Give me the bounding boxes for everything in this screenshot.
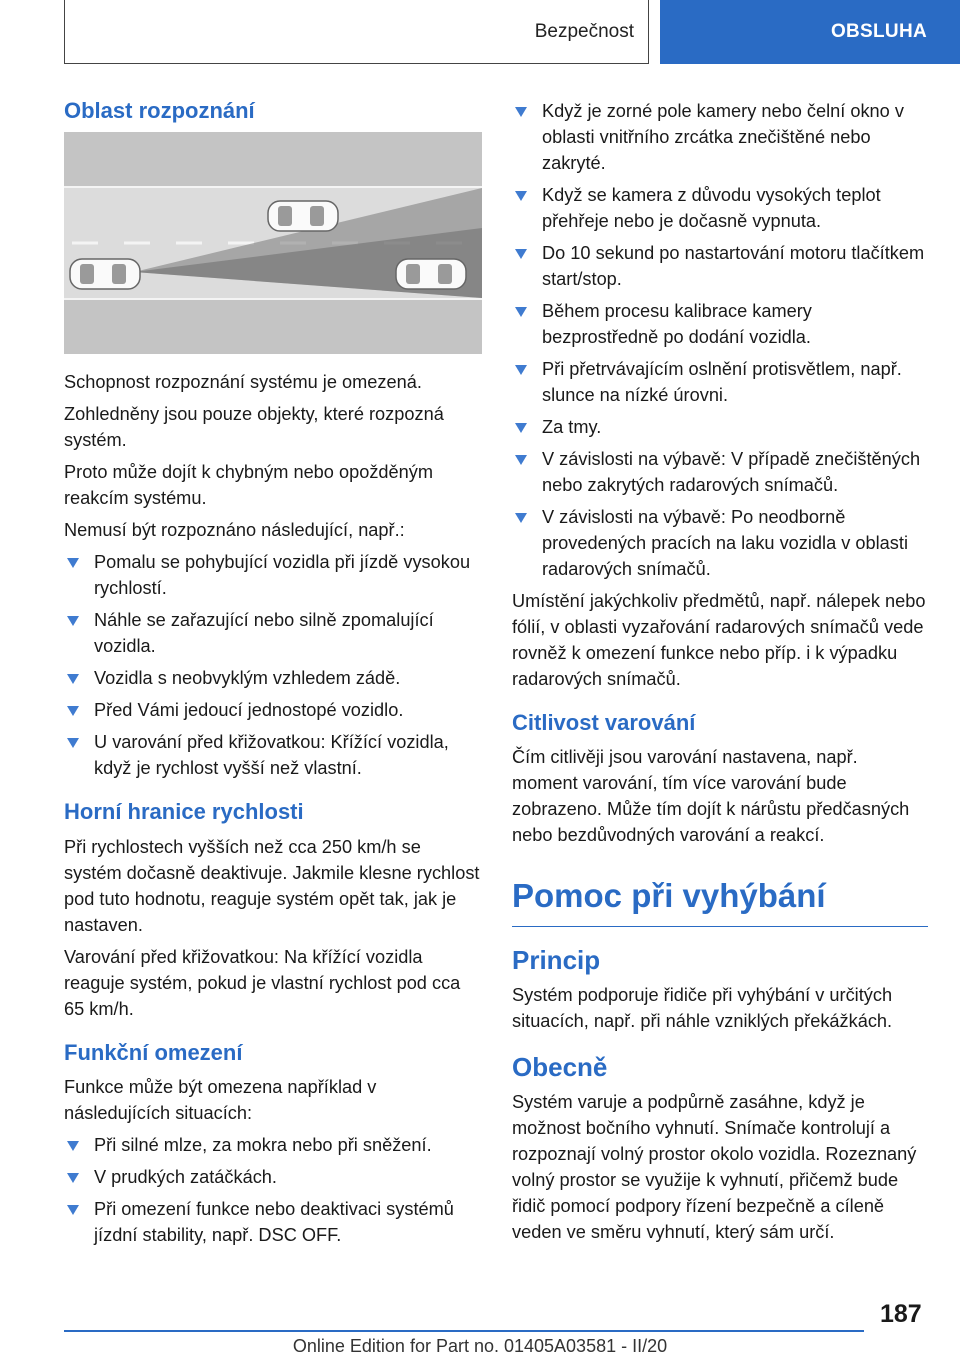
text-objects: Umístění jakýchkoliv předmětů, např. nálepek nebo fólií, v oblasti vyzařování radarových snímačů vede rovněž k omezení funkce nebo příp. i k výpadku radarových snímačů.	[512, 591, 926, 689]
list-not-detected	[64, 549, 482, 781]
list-item: V prudkých zatáčkách.	[64, 1164, 482, 1190]
header-chapter-tab	[660, 0, 960, 64]
right-column	[512, 98, 928, 1251]
text-speed-2: Varování před křižovatkou: Na křížící vozidla reaguje systém, pokud je vlastní rychlost pod cca 65 km/h.	[64, 946, 461, 1019]
list-item: Za tmy.	[512, 414, 928, 440]
list-item: Když je zorné pole kamery nebo čelní okno v oblasti vnitřního zrcátka znečištěné nebo zakryté.	[512, 98, 928, 176]
list-item: Do 10 sekund po nastartování motoru tlačítkem start/stop.	[512, 240, 928, 292]
text-detection-3: Proto může dojít k chybným nebo opožděným reakcím systému.	[64, 462, 433, 509]
heading-warning-sensitivity: Citlivost varování	[512, 710, 696, 735]
vehicle-own-icon	[70, 259, 140, 289]
list-item: Během procesu kalibrace kamery bezprostředně po dodání vozidla.	[512, 298, 928, 350]
text-general: Systém varuje a podpůrně zasáhne, když je možnost bočního vyhnutí. Snímače kontrolují a rozpoznají volný prostor okolo vozidla. Rozeznaný volný prostor se využije k vyhnutí, přičemž bude řidič pomocí podpory řízení bezpečně a cíleně veden ve směru vyhnutí, který sám určí.	[512, 1092, 917, 1243]
list-item: Náhle se zařazující nebo silně zpomalující vozidla.	[64, 607, 482, 659]
text-sensitivity: Čím citlivěji jsou varování nastavena, např. moment varování, tím více varování bude zobrazeno. Může tím dojít k nárůstu předčasných nebo bezdůvodných varování a reakcí.	[512, 747, 910, 846]
page-number: 187	[880, 1300, 922, 1328]
vehicle-ahead-icon	[396, 259, 466, 289]
heading-evasion-aid: Pomoc při vyhýbání	[512, 876, 928, 927]
list-item: U varování před křižovatkou: Křížící vozidla, když je rychlost vyšší než vlastní.	[64, 729, 482, 781]
list-limits-continued	[512, 98, 928, 582]
text-detection-4: Nemusí být rozpoznáno následující, např.:	[64, 520, 405, 541]
text-detection-2: Zohledněny jsou pouze objekty, které rozpozná systém.	[64, 404, 444, 451]
list-item: Když se kamera z důvodu vysokých teplot přehřeje nebo je dočasně vypnuta.	[512, 182, 928, 234]
list-item: Pomalu se pohybující vozidla při jízdě vysokou rychlostí.	[64, 549, 482, 601]
left-column	[64, 98, 482, 1254]
heading-general: Obecně	[512, 1052, 608, 1083]
header-chapter-title: OBSLUHA	[830, 21, 927, 42]
heading-detection-range: Oblast rozpoznání	[64, 98, 255, 123]
list-item: V závislosti na výbavě: V případě znečištěných nebo zakrytých radarových snímačů.	[512, 446, 928, 498]
header-section-title: Bezpečnost	[534, 20, 634, 42]
heading-principle: Princip	[512, 944, 601, 975]
list-item: V závislosti na výbavě: Po neodborně provedených pracích na laku vozidla v oblasti radarových snímačů.	[512, 504, 928, 582]
text-detection-1: Schopnost rozpoznání systému je omezená.	[64, 372, 422, 393]
detection-range-illustration	[64, 132, 482, 354]
footer-edition: Online Edition for Part no. 01405A03581 - II/20	[292, 1336, 668, 1356]
list-item: Před Vámi jedoucí jednostopé vozidlo.	[64, 697, 482, 723]
text-limits: Funkce může být omezena například v následujících situacích:	[64, 1077, 377, 1124]
text-principle: Systém podporuje řidiče při vyhýbání v určitých situacích, např. při náhle vzniklých překážkách.	[512, 985, 893, 1032]
list-limits	[64, 1132, 482, 1248]
list-item: Vozidla s neobvyklým vzhledem zádě.	[64, 665, 482, 691]
text-speed-1: Při rychlostech vyšších než cca 250 km/h se systém dočasně deaktivuje. Jakmile klesne rychlost pod tuto hodnotu, reaguje systém opět tak, jak je nastaven.	[64, 836, 480, 935]
footer-rule	[64, 1330, 864, 1332]
heading-speed-limit: Horní hranice rychlosti	[64, 799, 304, 825]
heading-functional-limits: Funkční omezení	[64, 1039, 243, 1065]
list-item: Při omezení funkce nebo deaktivaci systémů jízdní stability, např. DSC OFF.	[64, 1196, 482, 1248]
list-item: Při silné mlze, za mokra nebo při sněžení.	[64, 1132, 482, 1158]
header-section-box	[64, 0, 649, 64]
list-item: Při přetrvávajícím oslnění protisvětlem, např. slunce na nízké úrovni.	[512, 356, 928, 408]
vehicle-front-icon	[268, 201, 338, 231]
